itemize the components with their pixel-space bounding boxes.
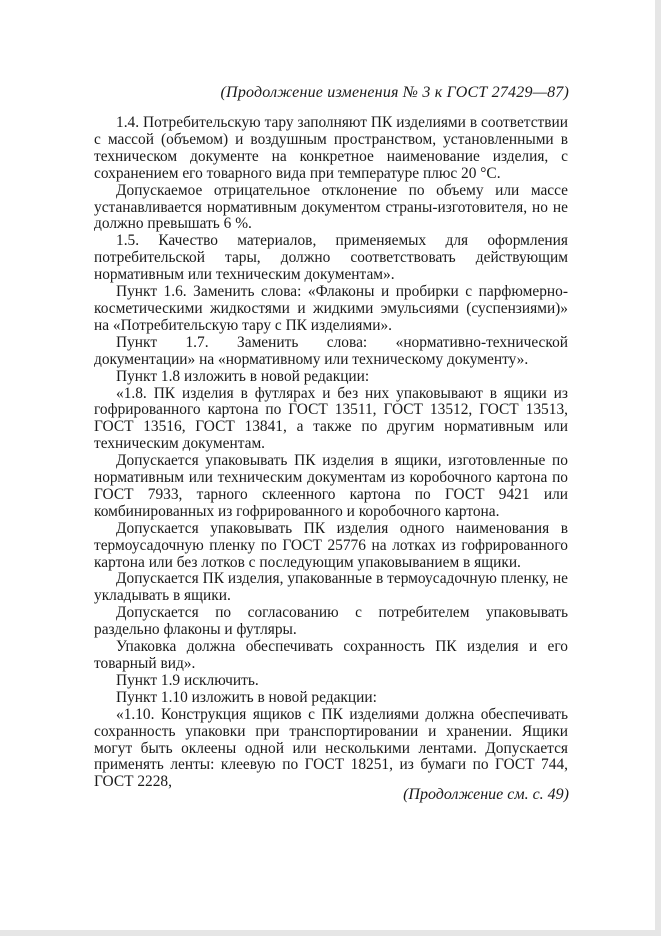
paragraph-item-1-10-intro: Пункт 1.10 изложить в новой редакции: [116,688,377,706]
paragraph-item-1-8-intro: Пункт 1.8 изложить в новой редакции: [116,367,370,385]
paragraph-box-cardboard: Допускается упаковывать ПК изделия в ящики, изготовленные по нормативным или техническим документам из коробочного картона по ГОСТ 7933, тарного склеенного картона по ГОСТ 9421 или комбинированных из гофрированного и коробочного картона. [94,452,568,520]
paragraph-separate-packing: Допускается по согласованию с потребителем упаковывать раздельно флаконы и футляры. [94,604,568,639]
paragraph-tolerance: Допускаемое отрицательное отклонение по объему или массе устанавливается нормативным документом страны-изготовителя, но не должно превышать 6 %. [94,181,568,233]
paragraph-shrink-film: Допускается упаковывать ПК изделия одного наименования в термоусадочную пленку по ГОСТ 25776 на лотках из гофрированного картона или без лотков с последующим упаковыванием в ящики. [94,519,568,571]
paragraph-1-5: 1.5. Качество материалов, применяемых для оформления потребительской тары, должно соответствовать действующим нормативным или техническим документам». [94,232,568,284]
paragraph-package-integrity: Упаковка должна обеспечивать сохранность ПК изделия и его товарный вид». [94,638,568,672]
paragraph-1-8: «1.8. ПК изделия в футлярах и без них упаковывают в ящики из гофрированного картона по ГОСТ 13511, ГОСТ 13512, ГОСТ 13513, ГОСТ 13516, ГОСТ 13841, а также по другим нормативным или техническим документам. [94,384,568,453]
paragraph-item-1-6: Пункт 1.6. Заменить слова: «Флаконы и пробирки с парфюмерно-косметическими жидкостями и жидкими эмульсиями (суспензиями)» на «Потребительскую тару с ПК изделиями». [94,283,568,334]
paragraph-1-10: «1.10. Конструкция ящиков с ПК изделиями должна обеспечивать сохранность упаковки при транспортировании и хранении. Ящики могут быть оклеены одной или несколькими лентами. Допускается применять ленты: клеевую по ГОСТ 18251, из бумаги по ГОСТ 744, ГОСТ 2228, [94,705,568,791]
paragraph-no-boxing: Допускается ПК изделия, упакованные в термоусадочную пленку, не укладывать в ящики. [94,570,568,605]
body-text [94,115,568,791]
continuation-footer: (Продолжение см. с. 49) [403,786,569,803]
continuation-header: (Продолжение изменения № 3 к ГОСТ 27429—87) [220,84,569,101]
paragraph-1-4: 1.4. Потребительскую тару заполняют ПК изделиями в соответствии с массой (объемом) и воздушным пространством, установленными в техническом документе на конкретное наименование изделия, с сохранением его товарного вида при температуре плюс 20 °С. [94,114,568,182]
paragraph-item-1-9: Пункт 1.9 исключить. [116,671,259,689]
paragraph-item-1-7: Пункт 1.7. Заменить слова: «нормативно-технической документации» на «нормативному или техническому документу». [94,333,568,368]
